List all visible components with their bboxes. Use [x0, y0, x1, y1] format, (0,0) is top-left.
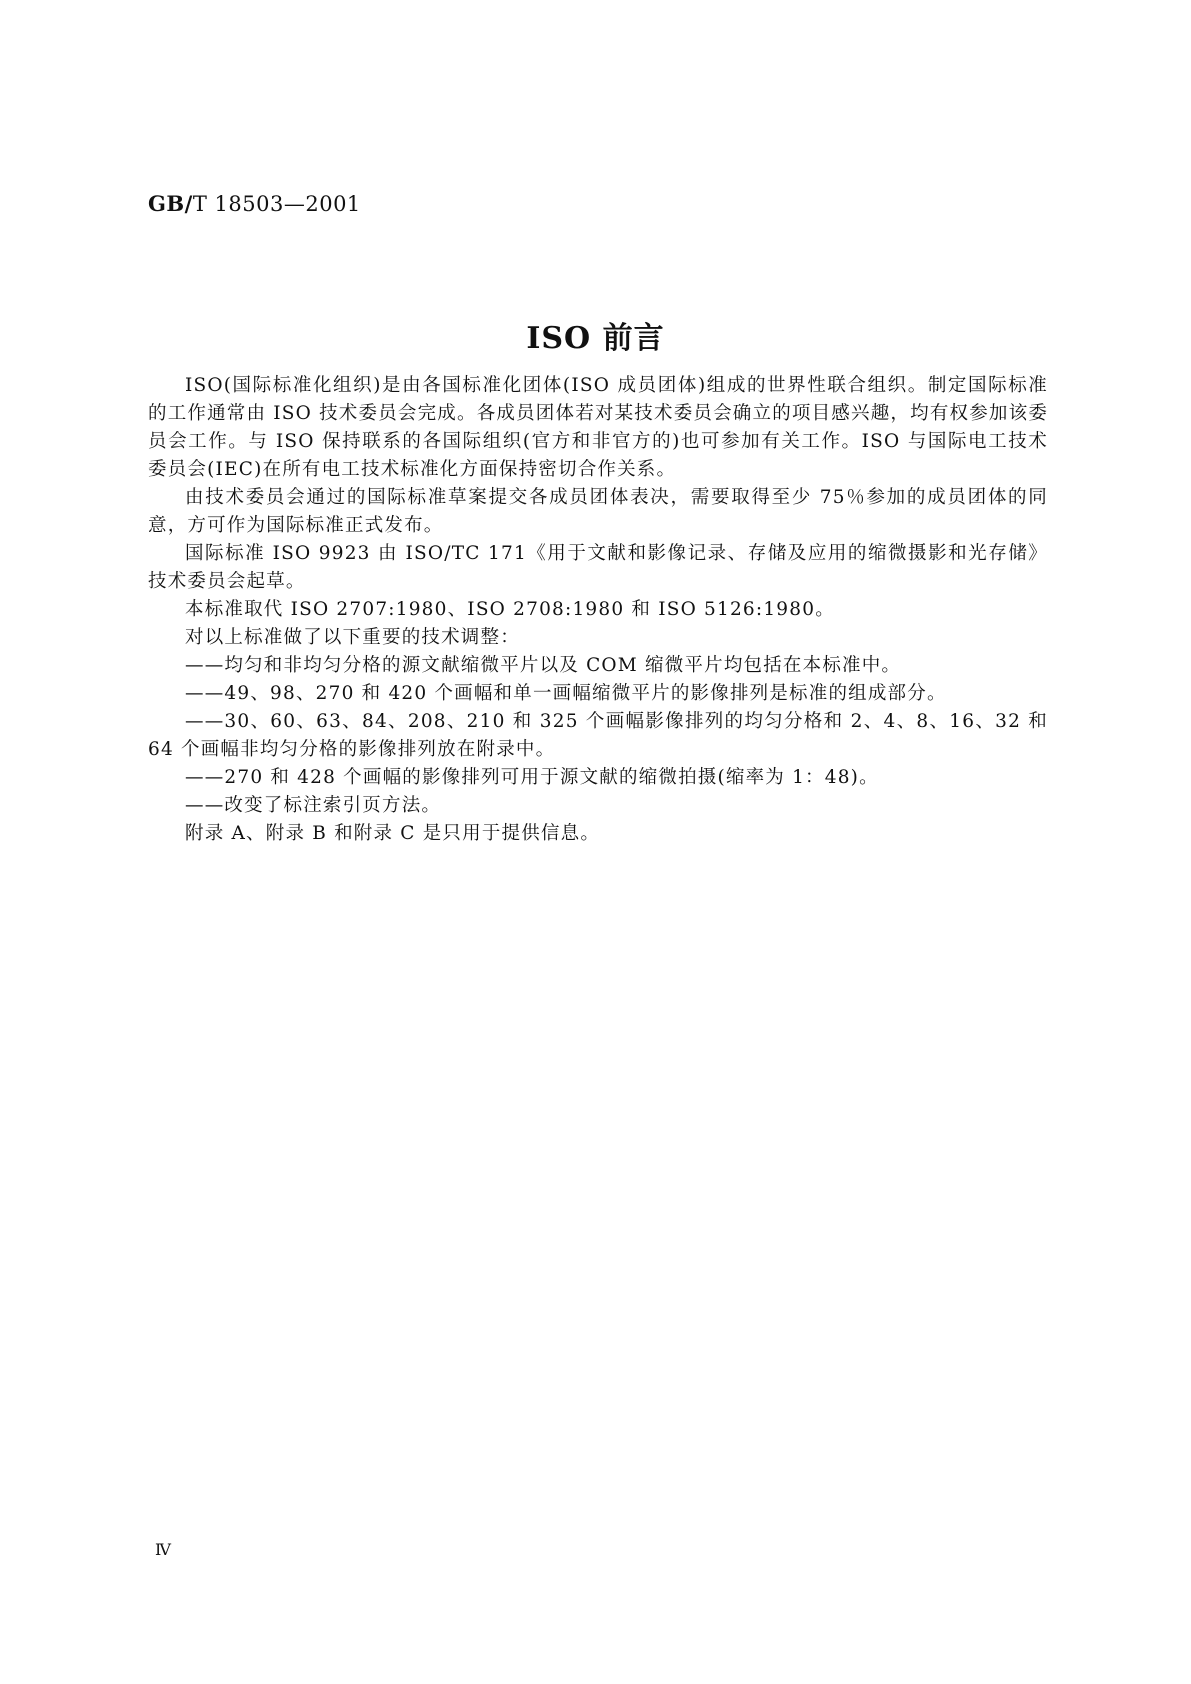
- standard-code-number: T 18503—2001: [192, 192, 361, 216]
- paragraph-adjustments-intro: 对以上标准做了以下重要的技术调整：: [185, 627, 520, 648]
- list-item: ——30、60、63、84、208、210 和 325 个画幅影像排列的均匀分格和 2、4、8、16、32 和 64 个画幅非均匀分格的影像排列放在附录中。: [148, 711, 1048, 760]
- list-item: ——改变了标注索引页方法。: [185, 795, 442, 816]
- paragraph-voting: 由技术委员会通过的国际标准草案提交各成员团体表决，需要取得至少 75％参加的成员团体的同意，方可作为国际标准正式发布。: [148, 487, 1048, 536]
- list-item: ——49、98、270 和 420 个画幅和单一画幅缩微平片的影像排列是标准的组成部分。: [185, 683, 947, 704]
- paragraph-committee: 国际标准 ISO 9923 由 ISO/TC 171《用于文献和影像记录、存储及应用的缩微摄影和光存储》技术委员会起草。: [148, 543, 1048, 592]
- foreword-body: [148, 372, 1048, 848]
- paragraph-replaces: 本标准取代 ISO 2707:1980、ISO 2708:1980 和 ISO 5126:1980。: [185, 599, 835, 620]
- document-header: [148, 191, 361, 216]
- standard-code-prefix: GB/: [148, 191, 193, 216]
- page-title: ISO 前言: [526, 321, 665, 356]
- paragraph-annexes: 附录 A、附录 B 和附录 C 是只用于提供信息。: [185, 823, 601, 844]
- paragraph-iso-intro: ISO(国际标准化组织)是由各国标准化团体(ISO 成员团体)组成的世界性联合组织。制定国际标准的工作通常由 ISO 技术委员会完成。各成员团体若对某技术委员会确立的项目感兴趣，均有权参加该委员会工作。与 ISO 保持联系的各国际组织(官方和非官方的)也可参加有关工作。ISO 与国际电工技术委员会(IEC)在所有电工技术标准化方面保持密切合作关系。: [148, 375, 1049, 480]
- page-number: Ⅳ: [155, 1540, 170, 1559]
- list-item: ——均匀和非均匀分格的源文献缩微平片以及 COM 缩微平片均包括在本标准中。: [185, 655, 902, 676]
- list-item: ——270 和 428 个画幅的影像排列可用于源文献的缩微拍摄(缩率为 1：48)。: [185, 767, 879, 788]
